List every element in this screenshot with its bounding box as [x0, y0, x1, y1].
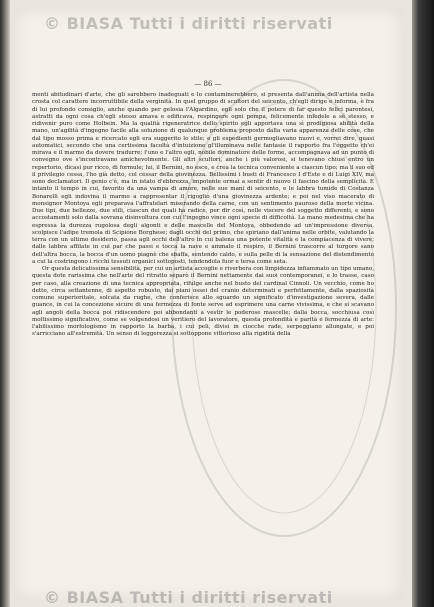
watermark-bottom: © BIASA Tutti i diritti riservati: [44, 588, 333, 607]
paragraph: menti abitudinari d'arte, che gli sarebbero inadeguati e lo contaminerebbero, si presenta dall'anima dell'artista nella crosta col carattere incorruttibile della verginità. In quel gruppo di scultori del seicento, ch'egli dirige e informa, è fra di lui profondo consiglio, anche quando per gelosia l'Algardino, egli solo che il potere di far questo felici parentesi, astratti da ogni cosa ch'egli stesso amava e edificava, respingere ogni pompa, felicemente infedele a sé stesso, e ridivenir puro come Holbein. Ma la qualità rigeneratrice dello spirito egli apportava una sì prodigiosa abilità della mano, un'agilità d'ingegno facile alla soluzione di qualunque problema proposto dalla varia apparenza delle cose, che dal tipo mosso prima e ricercato egli era suggerito lo stile; e gli espedienti germogliavano nuovi e, vorrei dire, quasi automatici, secondo che una certissima facoltà d'intuizione gl'illuminava nelle fantasie il rapporto fra l'oggetto ch'ei mirava e il marmo da dovere tradurre; l'uno e l'altro egli, nobile dominatore delle forme, accompagnava ad un punto di convegno ove s'incontravano amichevolmente. Gli altri scultori, anche i più valorosi, si tenevano chiusi entro un repertorio, dicasi pur ricco, di formule; lui, il Bernini, no esce, e crea la tecnica conveniente a ciascun tipo; ma il suo ed il privilegio cessa, l'ho già detto, col cessar della giovinezza. Bellissimi i busti di Francesco I d'Este e di Luigi XIV, ma sono declamatori. Il genio c'è, ma in istato d'ebbrezza, impotente ormai a sentir di nuovo il fascino della semplicità. E intanto il tempo in cui, favorito da una vampa di amore, nelle sue mani di seicento, e le labbra tumide di Costanza Bonarelli egli indovina il marmo a rappresentar il rigoglio d'una giovinezza ardente; e poi nel viso macerato di monsignor Montoya egli preparava l'affratelari miserando della carne, con un sentimento pauroso della morte vicina. Due tipi, due bellezze, due stili, ciascun dei quali ha radice, per dir così, nelle viscere del soggetto differenti, e sono accostamenti solo dalla sovrana disinvoltura con cui l'ingegno vince ogni specie di difficoltà. La mano medesima che ha espressa la durezza rugolosa degli algonti e delle mascelle del Montoya, obbedendo ad un'impressione diversa, scolpisce l'adipe tremola di Scipione Borghese; dagli occhi del primo, che spiriano dall'anima nelle orbite, valutando la terra con un ultimo desiderio, passa agli occhi dell'altro in cui balena una potente vitalità e la compiacenza di vivere; dalle labbra affilate in cui par che passi e tocca la nave e ammalo il respiro, il Bernini trascorre al turgore sano dell'altra bocca, la bocca d'un uomo piagnè che sbaffa, sentendo caldo, e sulla pelle di la sensazione del distendimento a cui la costringono i ricchi tessuti organici sottoposti, tendendola fuor e tersa come seta.: [32, 92, 374, 265]
page-number: — 86 —: [194, 80, 222, 88]
left-scan-edge: [0, 0, 10, 607]
watermark-top: © BIASA Tutti i diritti riservati: [44, 14, 333, 33]
paragraph: Or questa delicatissima sensibilità, per cui un artista accoglie e riverbera con limpidezza infiammato un tipo umano, questa dote rarissima che nell'arte del ritratto separò il Bernini nettamente dai suoi contemporanei, e lo trasse, caso per caso, alla creazione di una tecnica appropriata, rifulge anche nel busto del cardinal Cinnoli. Un vecchio, come ho detto, circa settantenne, di aspetto robusto, dai piani ossei del cranio determinati e perfettamente, dalla spaziosità comune superioritale, solcata da rughe, che conferisce allo sguardo un significato d'investigazione severa, dalle guance, in cui la concezione sicure di una fermezza di fonte serve ad esprimere una carne vivissima, e che si scavano agli angoli della bocca poi ridiscendere poi abbondanti a vestir le poderose mascelle; dalla bocca, socchiusa così moltissimo significativo, come se volgendosi un veritiero del lavoratore, questa profondità e parità e fermezza di arte: l'abilissimo morfologismo in rapporto la barba, i cui peli, divisi in ciocche rade, serpeggiano allungate, e poi s'arricciano all'estremità. Un senso di leggerezza si sottoppone vittorioso alla rigidità della: [32, 266, 374, 338]
right-scan-edge: [412, 0, 434, 607]
body-text: [32, 92, 374, 339]
document-page: [14, 8, 402, 607]
